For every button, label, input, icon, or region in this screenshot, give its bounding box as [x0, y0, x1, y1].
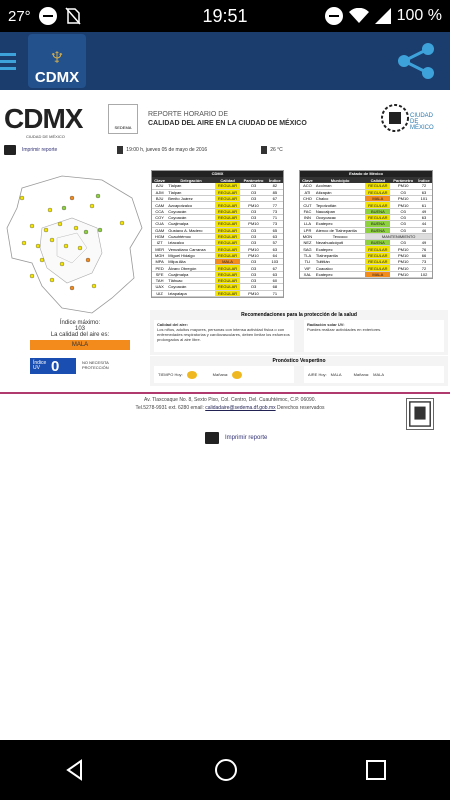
edomex-header-1: Municipio	[315, 177, 365, 183]
table-cell: IZT	[152, 240, 167, 246]
table-cell: Cuajimalpa	[167, 221, 214, 227]
footer-phone: Tel.5278-9931 ext. 6280 email:	[135, 405, 204, 411]
print-icon[interactable]	[4, 145, 16, 155]
table-cell: TAH	[152, 277, 167, 283]
partly-sunny-icon	[187, 371, 197, 379]
table-cell: AJM	[152, 189, 167, 195]
cdmx-brand: CDMX	[4, 103, 83, 134]
uv-value: 0	[51, 357, 60, 375]
ciudad-de-mexico-logo	[380, 101, 432, 137]
table-cell: O3	[390, 240, 416, 246]
table-cell: Cuauhtémoc	[167, 233, 214, 239]
table-cell: O3	[240, 183, 266, 189]
forecast-air-tomorrow-value: MALA	[373, 372, 385, 377]
table-cell: Ecatepec	[315, 246, 365, 252]
cdmx-header-2: Calidad	[215, 177, 241, 183]
quality-cell: REGULAR	[215, 246, 241, 252]
uv-label: Índice UV	[33, 360, 47, 371]
thermometer-icon	[261, 146, 267, 154]
quality-cell: BUENA	[365, 208, 390, 214]
quality-cell: REGULAR	[215, 233, 241, 239]
table-row	[152, 290, 283, 296]
table-cell: Coacalco	[315, 265, 365, 271]
edomex-table	[299, 170, 433, 279]
table-cell: O3	[240, 227, 266, 233]
quality-cell: REGULAR	[215, 284, 241, 290]
reco-aire-title: Calidad del aire:	[157, 322, 188, 327]
edomex-header-2: Calidad	[365, 177, 390, 183]
forecast-weather-today-label: TIEMPO Hoy:	[158, 372, 183, 377]
quality-cell: REGULAR	[215, 227, 241, 233]
table-cell: Acolman	[315, 183, 365, 189]
back-icon[interactable]	[63, 758, 87, 782]
table-cell: O3	[390, 189, 416, 195]
table-cell: O3	[240, 259, 266, 265]
wifi-icon	[349, 8, 369, 24]
print-report-link[interactable]: Imprimir reporte	[22, 147, 58, 153]
table-cell: MER	[152, 246, 167, 252]
clock-icon	[117, 146, 123, 154]
table-cell: PM10	[240, 290, 266, 296]
quality-cell: REGULAR	[215, 221, 241, 227]
footer-email-link[interactable]: calidadaire@sedema.df.gob.mx	[205, 405, 276, 411]
table-cell: 67	[267, 265, 283, 271]
cdmx-brand-sub: CIUDAD DE MÉXICO	[26, 134, 65, 139]
table-cell: Tlalpan	[167, 183, 214, 189]
footer-print[interactable]	[205, 432, 267, 444]
table-cell: PM10	[240, 252, 266, 258]
footer	[100, 396, 360, 412]
calidad-label: La calidad del aire es:	[50, 332, 110, 338]
cdmx-table-title: CDMX	[152, 171, 283, 177]
indice-box	[30, 320, 130, 350]
quality-cell: REGULAR	[365, 246, 390, 252]
angel-icon: ♆	[47, 41, 67, 71]
table-cell: 73	[267, 221, 283, 227]
table-cell: PM10	[240, 202, 266, 208]
table-cell: O3	[240, 196, 266, 202]
report-temp-label: 26 °C	[270, 147, 283, 153]
table-cell: 82	[267, 183, 283, 189]
table-cell: 68	[267, 284, 283, 290]
table-cell: Ecatepec	[315, 221, 365, 227]
reco-uv-text: Puedes realizar actividades en exteriores.	[307, 327, 382, 332]
navigation-bar	[0, 740, 450, 800]
table-cell: Coyoacán	[167, 284, 214, 290]
table-cell: 49	[416, 208, 432, 214]
table-cell: O3	[240, 284, 266, 290]
table-cell: O3	[390, 227, 416, 233]
indice-label: Índice máximo:	[59, 320, 101, 326]
quality-cell: BUENA	[365, 227, 390, 233]
no-sim-icon	[65, 7, 81, 25]
table-cell: O3	[240, 265, 266, 271]
table-cell: O3	[240, 233, 266, 239]
table-cell: PM10	[240, 246, 266, 252]
table-cell: Tepotzotlán	[315, 202, 365, 208]
table-cell: O3	[240, 240, 266, 246]
footer-rights: Derechos reservados	[277, 405, 325, 411]
quality-cell: REGULAR	[365, 252, 390, 258]
quality-cell: REGULAR	[215, 202, 241, 208]
quality-cell: MALA	[365, 271, 390, 277]
table-cell: MGH	[152, 252, 167, 258]
table-cell: Tlalnepantla	[315, 252, 365, 258]
table-cell: O3	[390, 221, 416, 227]
table-cell: Benito Juárez	[167, 196, 214, 202]
quality-cell: REGULAR	[215, 189, 241, 195]
table-cell: PM10	[390, 271, 416, 277]
do-not-disturb-icon	[39, 7, 57, 25]
table-cell: 46	[416, 227, 432, 233]
calidad-value: MALA	[30, 340, 130, 350]
table-cell: TLI	[300, 259, 315, 265]
table-row	[300, 271, 432, 277]
table-cell: PM10	[240, 221, 266, 227]
forecast-air-today-label: AIRE Hoy:	[308, 372, 327, 377]
table-cell: 64	[267, 252, 283, 258]
table-cell: CAM	[152, 202, 167, 208]
uv-note: NO NECESITA PROTECCIÓN	[82, 360, 109, 370]
table-cell: Coyoacán	[167, 214, 214, 220]
quality-cell: REGULAR	[215, 271, 241, 277]
quality-cell: REGULAR	[365, 265, 390, 271]
edomex-header-3: Parámetro	[390, 177, 416, 183]
stations-map[interactable]	[2, 168, 148, 318]
quality-cell: REGULAR	[365, 189, 390, 195]
table-cell: VIF	[300, 265, 315, 271]
table-cell: MPA	[152, 259, 167, 265]
footer-address: Av. Tlaxcoaque No. 8, Sexto Piso, Col. Centro, Del. Cuauhtémoc, C.P. 06090.	[144, 397, 316, 403]
table-cell: LLA	[300, 221, 315, 227]
report-title	[148, 110, 307, 128]
table-cell: ATI	[300, 189, 315, 195]
report-toolbar	[4, 143, 446, 157]
table-cell: SAG	[300, 246, 315, 252]
table-cell: 57	[267, 240, 283, 246]
table-cell: 63	[267, 246, 283, 252]
uv-index-badge	[30, 358, 76, 374]
quality-cell: REGULAR	[215, 208, 241, 214]
table-cell: 60	[267, 277, 283, 283]
edomex-header-0: Clave	[300, 177, 315, 183]
cdmx-header-0: Clave	[152, 177, 167, 183]
table-cell: CCA	[152, 208, 167, 214]
menu-icon[interactable]	[0, 53, 16, 70]
table-cell: Naucalpan	[315, 208, 365, 214]
table-cell: O3	[240, 271, 266, 277]
table-cell: Nezahualcóyotl	[315, 240, 365, 246]
app-bar	[0, 32, 450, 90]
edomex-table-title: Estado de México	[300, 171, 432, 177]
quality-cell: REGULAR	[215, 214, 241, 220]
report-title-line1: REPORTE HORARIO DE	[148, 111, 228, 118]
table-cell: Venustiano Carranza	[167, 246, 214, 252]
quality-cell: REGULAR	[365, 202, 390, 208]
edomex-header-4: Índice	[416, 177, 432, 183]
status-bar	[0, 0, 450, 32]
cdmx-table	[151, 170, 284, 298]
table-cell: Chalco	[315, 196, 365, 202]
table-cell: PM10	[390, 259, 416, 265]
table-cell: Iztacalco	[167, 240, 214, 246]
table-cell: O3	[390, 214, 416, 220]
table-cell: 72	[416, 265, 432, 271]
footer-contact	[100, 404, 360, 412]
table-cell: Texcoco	[315, 233, 365, 239]
table-cell: Coyoacán	[167, 208, 214, 214]
table-cell: 85	[267, 189, 283, 195]
footer-print-link[interactable]: Imprimir reporte	[225, 435, 268, 441]
quality-cell: REGULAR	[365, 183, 390, 189]
table-cell: UAX	[152, 284, 167, 290]
table-cell: 63	[416, 189, 432, 195]
report-time	[117, 146, 207, 154]
table-cell: 73	[267, 208, 283, 214]
table-cell: 65	[267, 227, 283, 233]
table-cell: XAL	[300, 271, 315, 277]
report-time-label: 19:00 h, jueves 05 de mayo de 2016	[126, 147, 208, 153]
footer-divider	[0, 392, 450, 394]
ciudad-line2: DE MÉXICO	[410, 119, 434, 131]
table-cell: Tláhuac	[167, 277, 214, 283]
quality-cell: MALA	[365, 196, 390, 202]
forecast-air-today-value: MALA	[330, 372, 342, 377]
table-cell: PM10	[390, 246, 416, 252]
quality-cell: REGULAR	[365, 214, 390, 220]
share-icon[interactable]	[396, 41, 436, 81]
table-cell: CUA	[152, 221, 167, 227]
table-cell: NEZ	[300, 240, 315, 246]
quality-cell: REGULAR	[215, 265, 241, 271]
table-cell: HGM	[152, 233, 167, 239]
table-cell: 102	[416, 271, 432, 277]
quality-cell: REGULAR	[215, 277, 241, 283]
ciudad-line1: CIUDAD	[410, 113, 434, 119]
table-cell: Álvaro Obregón	[167, 265, 214, 271]
table-cell: AJU	[152, 183, 167, 189]
table-cell: ACO	[300, 183, 315, 189]
quality-cell: BUENA	[365, 240, 390, 246]
battery-text: 100 %	[396, 7, 442, 24]
cdmx-header-4: Índice	[267, 177, 283, 183]
table-cell: LPR	[300, 227, 315, 233]
table-cell: SFE	[152, 271, 167, 277]
table-cell: 61	[416, 202, 432, 208]
table-cell: PM10	[390, 183, 416, 189]
indice-value: 103	[74, 326, 85, 332]
recommendations	[150, 310, 448, 355]
table-cell: Ocoyoacac	[315, 214, 365, 220]
report-content	[0, 90, 450, 740]
table-cell: 67	[267, 196, 283, 202]
table-cell: 71	[267, 290, 283, 296]
temperature-status: 27°	[8, 7, 31, 25]
table-cell: O3	[240, 277, 266, 283]
quality-cell: REGULAR	[215, 290, 241, 296]
table-cell: O3	[240, 214, 266, 220]
table-cell: TLA	[300, 252, 315, 258]
table-cell: 71	[267, 214, 283, 220]
report-temp	[261, 146, 283, 154]
table-cell: 103	[267, 259, 283, 265]
table-cell: Atizapán	[315, 189, 365, 195]
forecast-weather-tomorrow-label: Mañana:	[212, 372, 229, 377]
table-cell: Tultitlán	[315, 259, 365, 265]
clock: 19:51	[202, 5, 248, 26]
table-cell: Azcapotzalco	[167, 202, 214, 208]
quality-cell: REGULAR	[215, 183, 241, 189]
reco-uv	[304, 320, 444, 352]
table-cell: INN	[300, 214, 315, 220]
table-cell: Milpa Alta	[167, 259, 214, 265]
table-cell: 63	[267, 271, 283, 277]
cdmx-header-3: Parámetro	[240, 177, 266, 183]
table-cell: Iztapalapa	[167, 290, 214, 296]
table-cell: O3	[390, 208, 416, 214]
table-cell: 72	[416, 183, 432, 189]
table-cell: O3	[240, 189, 266, 195]
table-cell: 66	[416, 252, 432, 258]
sedema-logo: SEDEMA	[108, 104, 138, 134]
table-cell: 44	[416, 221, 432, 227]
table-cell: BJU	[152, 196, 167, 202]
table-cell: 101	[416, 196, 432, 202]
table-cell: Ecatepec	[315, 271, 365, 277]
quality-cell: REGULAR	[215, 252, 241, 258]
report-header	[4, 102, 446, 139]
reco-aire-text: Los niños, adultos mayores, personas con intensa actividad física o con enfermedades respiratorias y cardiovasculares, deben limitar los esfuerzos prolongados al aire libre.	[157, 327, 290, 342]
table-cell: CHO	[300, 196, 315, 202]
table-cell: 63	[416, 214, 432, 220]
table-cell: GAM	[152, 227, 167, 233]
app-logo-text: CDMX	[34, 69, 80, 86]
partly-sunny-icon-2	[232, 371, 242, 379]
do-not-disturb-icon-2	[325, 7, 343, 25]
table-cell: Tlalpan	[167, 189, 214, 195]
forecast-air-tomorrow-label: Mañana:	[353, 372, 370, 377]
app-logo[interactable]	[28, 34, 86, 88]
table-cell: Atenco de Tlalnepantla	[315, 227, 365, 233]
table-cell: COY	[152, 214, 167, 220]
quality-cell: REGULAR	[215, 196, 241, 202]
forecast-title: Pronóstico Vespertino	[272, 358, 326, 364]
table-cell: PM10	[390, 252, 416, 258]
table-cell: MON	[300, 233, 315, 239]
table-cell: PM10	[390, 202, 416, 208]
table-cell: O3	[240, 208, 266, 214]
table-cell: 76	[416, 246, 432, 252]
table-cell: PED	[152, 265, 167, 271]
home-icon[interactable]	[214, 758, 238, 782]
city-emblem-icon	[380, 103, 410, 133]
reco-aire	[154, 320, 294, 352]
quality-cell: BUENA	[365, 221, 390, 227]
reco-uv-title: Radiación solar UV:	[307, 322, 345, 327]
signal-icon	[375, 8, 391, 24]
reco-title: Recomendaciones para la protección de la salud	[241, 312, 357, 318]
table-cell: PM10	[390, 265, 416, 271]
city-seal-icon	[406, 398, 434, 430]
table-cell: Gustavo A. Madero	[167, 227, 214, 233]
forecast	[150, 356, 448, 386]
table-cell: PM10	[390, 196, 416, 202]
cdmx-header-1: Delegación	[167, 177, 214, 183]
forecast-weather	[154, 366, 294, 383]
quality-cell: REGULAR	[215, 240, 241, 246]
recents-icon[interactable]	[365, 759, 387, 781]
table-cell: 73	[416, 259, 432, 265]
quality-cell: REGULAR	[365, 259, 390, 265]
quality-cell: MALA	[215, 259, 241, 265]
table-cell: 63	[267, 233, 283, 239]
table-cell: UIZ	[152, 290, 167, 296]
forecast-air	[304, 366, 444, 383]
table-cell: FAC	[300, 208, 315, 214]
table-cell: CUT	[300, 202, 315, 208]
table-cell: Cuajimalpa	[167, 271, 214, 277]
report-title-line2: CALIDAD DEL AIRE EN LA CIUDAD DE MÉXICO	[148, 120, 307, 127]
table-cell: Miguel Hidalgo	[167, 252, 214, 258]
quality-cell: MANTENIMIENTO	[365, 233, 432, 239]
table-cell: 49	[416, 240, 432, 246]
table-cell: 77	[267, 202, 283, 208]
footer-print-icon[interactable]	[205, 432, 219, 444]
